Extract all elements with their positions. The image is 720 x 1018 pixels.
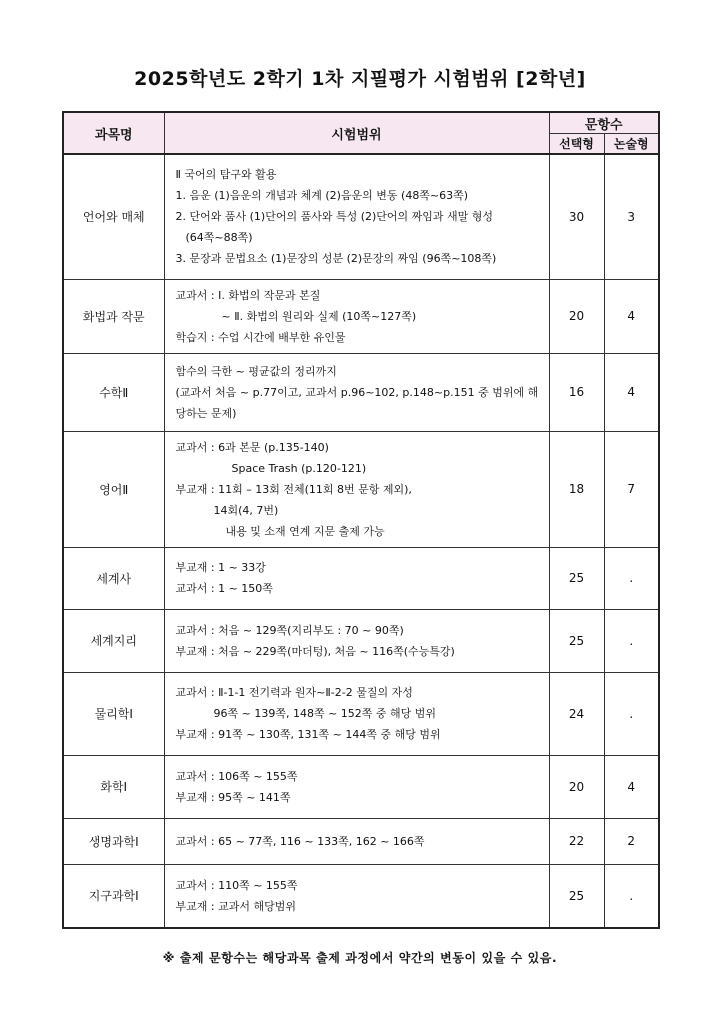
range-line: 부교재 : 95쪽 ~ 141쪽: [175, 790, 291, 804]
table-row: [63, 672, 659, 755]
range-line: 교과서 : Ⅱ-1-1 전기력과 원자~Ⅱ-2-2 물질의 자성: [175, 686, 413, 699]
range-cell: [164, 353, 549, 431]
exam-range-table: [62, 111, 660, 929]
range-line: 2. 단어와 품사 (1)단어의 품사와 특성 (2)단어의 짜임과 새말 형성: [175, 210, 494, 224]
range-cell: [164, 864, 549, 928]
range-line: 당하는 문제): [175, 406, 237, 420]
header-choice: 선택형: [549, 134, 604, 155]
range-cell: [164, 755, 549, 818]
choice-count: 16: [549, 353, 604, 431]
choice-count: 25: [549, 547, 604, 609]
range-cell: [164, 279, 549, 353]
subject-cell: 언어와 매체: [63, 154, 164, 279]
range-line: 부교재 : 91쪽 ~ 130쪽, 131쪽 ~ 144쪽 중 해당 범위: [175, 728, 441, 741]
table-row: [63, 279, 659, 353]
range-line: 3. 문장과 문법요소 (1)문장의 성분 (2)문장의 짜임 (96쪽~108쪽): [175, 252, 497, 266]
essay-count: 4: [604, 755, 659, 818]
subject-cell: 화법과 작문: [63, 279, 164, 353]
range-line: 부교재 : 1 ~ 33강: [175, 561, 266, 574]
range-line: 14회(4, 7번): [213, 503, 279, 517]
essay-count: .: [604, 609, 659, 672]
choice-count: 20: [549, 279, 604, 353]
range-line: 96쪽 ~ 139쪽, 148쪽 ~ 152쪽 중 해당 범위: [213, 707, 437, 720]
subject-cell: 영어Ⅱ: [63, 431, 164, 547]
range-cell: [164, 154, 549, 279]
subject-cell: 세계사: [63, 547, 164, 609]
table-row: [63, 609, 659, 672]
range-line: 학습지 : 수업 시간에 배부한 유인물: [175, 330, 346, 344]
choice-count: 30: [549, 154, 604, 279]
table-row: [63, 547, 659, 609]
choice-count: 20: [549, 755, 604, 818]
choice-count: 18: [549, 431, 604, 547]
range-line: 교과서 : 1 ~ 150쪽: [175, 582, 273, 595]
essay-count: .: [604, 547, 659, 609]
essay-count: 7: [604, 431, 659, 547]
range-line: 교과서 : 106쪽 ~ 155쪽: [175, 769, 298, 783]
essay-count: 2: [604, 818, 659, 864]
page-title: 2025학년도 2학기 1차 지필평가 시험범위 [2학년]: [134, 68, 586, 90]
header-range: 시험범위: [164, 112, 549, 154]
header-subject: 과목명: [63, 112, 164, 154]
range-cell: [164, 818, 549, 864]
choice-count: 25: [549, 609, 604, 672]
subject-cell: 세계지리: [63, 609, 164, 672]
range-line: 내용 및 소재 연계 지문 출제 가능: [225, 524, 385, 538]
range-line: 1. 음운 (1)음운의 개념과 체계 (2)음운의 변동 (48쪽~63쪽): [175, 189, 469, 203]
range-cell: [164, 672, 549, 755]
subject-cell: 물리학Ⅰ: [63, 672, 164, 755]
range-line: Ⅱ 국어의 탐구와 활용: [175, 168, 277, 182]
essay-count: .: [604, 672, 659, 755]
range-line: (교과서 처음 ~ p.77이고, 교과서 p.96~102, p.148~p.151 중 범위에 해: [175, 385, 539, 399]
table-row: [63, 755, 659, 818]
range-line: 부교재 : 교과서 해당범위: [175, 899, 296, 913]
range-line: 교과서 : 110쪽 ~ 155쪽: [175, 878, 298, 892]
essay-count: 4: [604, 353, 659, 431]
range-cell: [164, 431, 549, 547]
subject-cell: 수학Ⅱ: [63, 353, 164, 431]
choice-count: 24: [549, 672, 604, 755]
subject-cell: 생명과학Ⅰ: [63, 818, 164, 864]
range-line: (64쪽~88쪽): [185, 231, 253, 245]
range-line: 교과서 : Ⅰ. 화법의 작문과 본질: [175, 288, 321, 302]
choice-count: 25: [549, 864, 604, 928]
range-line: Space Trash (p.120-121): [231, 461, 367, 475]
range-line: 부교재 : 처음 ~ 229쪽(마더텅), 처음 ~ 116쪽(수능특강): [175, 644, 455, 658]
choice-count: 22: [549, 818, 604, 864]
range-cell: [164, 609, 549, 672]
essay-count: 3: [604, 154, 659, 279]
table-row: [63, 154, 659, 279]
range-line: 부교재 : 11회 – 13회 전체(11회 8번 문항 제외),: [175, 482, 412, 496]
header-count: 문항수: [549, 112, 659, 134]
footnote: ※ 출제 문항수는 해당과목 출제 과정에서 약간의 변동이 있을 수 있음.: [162, 951, 558, 965]
table-row: [63, 818, 659, 864]
table-row: [63, 431, 659, 547]
table-row: [63, 864, 659, 928]
range-line: 함수의 극한 ~ 평균값의 정리까지: [175, 364, 337, 378]
range-line: 교과서 : 65 ~ 77쪽, 116 ~ 133쪽, 162 ~ 166쪽: [175, 834, 425, 848]
range-cell: [164, 547, 549, 609]
essay-count: .: [604, 864, 659, 928]
range-line: ~ Ⅱ. 화법의 원리와 실제 (10쪽~127쪽): [221, 309, 417, 323]
table-row: [63, 353, 659, 431]
range-line: 교과서 : 처음 ~ 129쪽(지리부도 : 70 ~ 90쪽): [175, 623, 404, 637]
essay-count: 4: [604, 279, 659, 353]
subject-cell: 화학Ⅰ: [63, 755, 164, 818]
range-line: 교과서 : 6과 본문 (p.135-140): [175, 440, 329, 454]
subject-cell: 지구과학Ⅰ: [63, 864, 164, 928]
header-essay: 논술형: [604, 134, 659, 155]
